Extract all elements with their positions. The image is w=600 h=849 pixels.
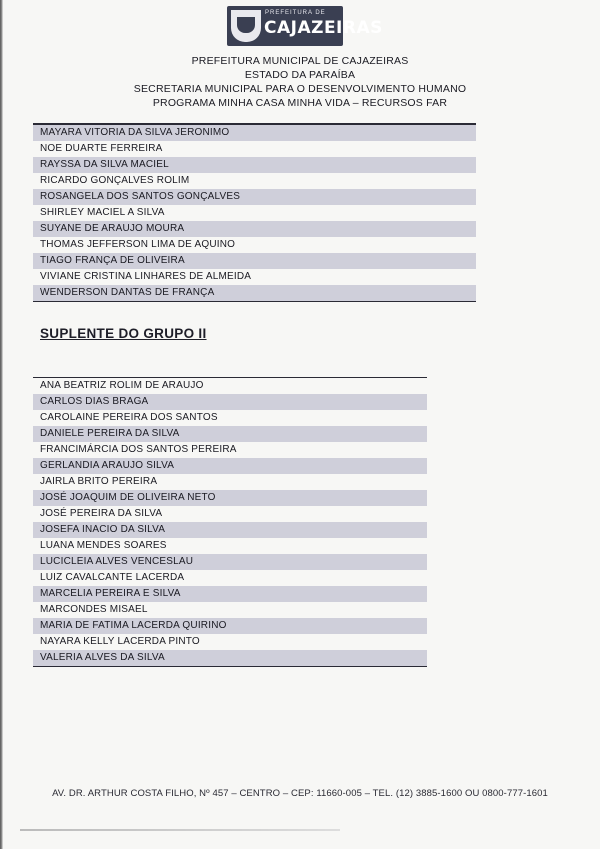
- list-item: DANIELE PEREIRA DA SILVA: [33, 426, 427, 442]
- list-item: JOSÉ PEREIRA DA SILVA: [40, 508, 163, 519]
- list-item: RICARDO GONÇALVES ROLIM: [40, 175, 190, 186]
- logo-small-text: PREFEITURA DE: [265, 10, 326, 16]
- list-item: WENDERSON DANTAS DE FRANÇA: [33, 285, 476, 301]
- list-item: LUCICLEIA ALVES VENCESLAU: [33, 554, 427, 570]
- list-item: CAROLAINE PEREIRA DOS SANTOS: [40, 412, 218, 423]
- city-logo: [227, 6, 383, 46]
- list-item: GERLANDIA ARAUJO SILVA: [33, 458, 427, 474]
- list-item: MARCELIA PEREIRA E SILVA: [33, 586, 427, 602]
- list-item: RAYSSA DA SILVA MACIEL: [33, 157, 476, 173]
- footer-rule: [20, 829, 340, 831]
- footer-address: AV. DR. ARTHUR COSTA FILHO, Nº 457 – CENTRO – CEP: 11660-005 – TEL. (12) 3885-1600 OU 0800-777-1601: [52, 788, 548, 799]
- header-line-3: SECRETARIA MUNICIPAL PARA O DESENVOLVIMENTO HUMANO: [133, 83, 467, 95]
- section-title: SUPLENTE DO GRUPO II: [40, 326, 207, 341]
- logo-big-text: CAJAZEIRAS: [264, 18, 383, 38]
- list-item: VIVIANE CRISTINA LINHARES DE ALMEIDA: [40, 271, 252, 282]
- list-item: LUANA MENDES SOARES: [40, 540, 167, 551]
- list-item: JOSEFA INACIO DA SILVA: [33, 522, 427, 538]
- header-line-2: ESTADO DA PARAÍBA: [244, 69, 356, 81]
- list-item: MARIA DE FATIMA LACERDA QUIRINO: [33, 618, 427, 634]
- list-item: JAIRLA BRITO PEREIRA: [40, 476, 158, 487]
- list-item: MARCONDES MISAEL: [40, 604, 148, 615]
- list-item: SUYANE DE ARAUJO MOURA: [33, 221, 476, 237]
- list-item: TIAGO FRANÇA DE OLIVEIRA: [33, 253, 476, 269]
- list-item: NOE DUARTE FERREIRA: [40, 143, 163, 154]
- document-header: [0, 54, 600, 110]
- header-line-1: PREFEITURA MUNICIPAL DE CAJAZEIRAS: [191, 55, 409, 67]
- list-item: ROSANGELA DOS SANTOS GONÇALVES: [33, 189, 476, 205]
- list-item: JOSÉ JOAQUIM DE OLIVEIRA NETO: [33, 490, 427, 506]
- coat-of-arms-icon: [231, 10, 261, 42]
- list-item: SHIRLEY MACIEL A SILVA: [40, 207, 165, 218]
- substitute-list: [33, 377, 427, 667]
- list-item: FRANCIMÁRCIA DOS SANTOS PEREIRA: [40, 444, 237, 455]
- list-item: CARLOS DIAS BRAGA: [33, 394, 427, 410]
- header-line-4: PROGRAMA MINHA CASA MINHA VIDA – RECURSOS FAR: [152, 97, 448, 109]
- list-item: LUIZ CAVALCANTE LACERDA: [40, 572, 185, 583]
- list-item: MAYARA VITORIA DA SILVA JERONIMO: [33, 125, 476, 141]
- list-item: VALERIA ALVES DA SILVA: [33, 650, 427, 666]
- list-item: NAYARA KELLY LACERDA PINTO: [40, 636, 200, 647]
- beneficiary-list: [33, 123, 476, 302]
- scan-edge: [0, 0, 3, 849]
- list-item: THOMAS JEFFERSON LIMA DE AQUINO: [40, 239, 236, 250]
- list-item: ANA BEATRIZ ROLIM DE ARAUJO: [40, 380, 204, 391]
